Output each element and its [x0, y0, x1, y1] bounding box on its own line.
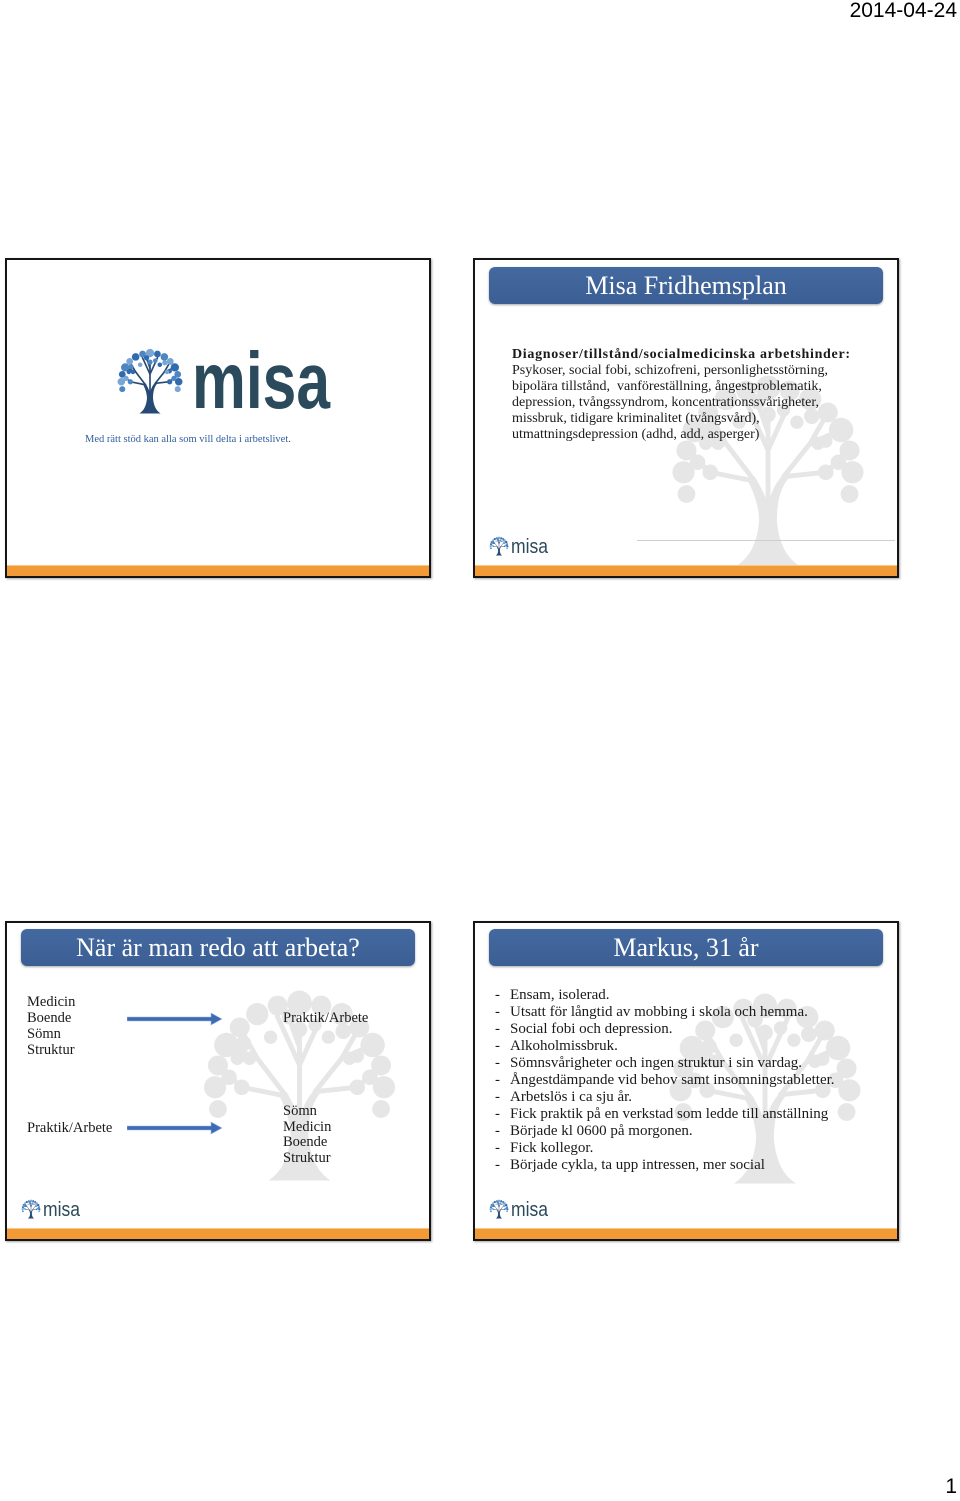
factor-item: Medicin — [283, 1118, 332, 1135]
list-item-text: Social fobi och depression. — [510, 1021, 673, 1037]
list-item — [495, 1038, 890, 1055]
list-item — [495, 1004, 890, 1021]
tagline: Med rätt stöd kan alla som vill delta i arbetslivet. — [85, 434, 291, 445]
list-item — [495, 1106, 890, 1123]
list-item — [495, 987, 890, 1004]
footer-logo — [20, 1198, 86, 1220]
bullet-marker: - — [495, 1021, 500, 1037]
bullet-marker: - — [495, 1140, 500, 1156]
diagnoses-line: utmattningsdepression (adhd, add, asperger) — [512, 427, 760, 442]
footer-logo — [488, 535, 554, 557]
outcome-group — [283, 1010, 368, 1026]
list-item-text: Alkoholmissbruk. — [510, 1038, 618, 1054]
slide-title: Misa Fridhemsplan — [489, 267, 883, 304]
bullet-marker: - — [495, 1072, 500, 1088]
slide-2-misa-fridhemsplan — [473, 258, 899, 578]
footer-logo — [488, 1198, 554, 1220]
diagnoses-line: depression, tvångssyndrom, koncentrationssvårigheter, — [512, 395, 819, 410]
factor-item: Struktur — [27, 1042, 75, 1058]
list-item — [495, 1123, 890, 1140]
divider-line — [637, 540, 895, 541]
arrow-right-icon — [127, 1121, 223, 1135]
factor-item: Boende — [283, 1134, 328, 1151]
list-item-text: Ångestdämpande vid behov samt insomningstabletter. — [510, 1072, 835, 1088]
factor-item: Medicin — [27, 994, 76, 1010]
list-item-text: Började kl 0600 på morgonen. — [510, 1123, 693, 1139]
misa-wordmark — [511, 1198, 553, 1220]
slide-footer-bar — [7, 1228, 429, 1239]
slide-footer-bar — [7, 565, 429, 576]
outcome-item: Praktik/Arbete — [27, 1120, 113, 1136]
misa-tree-logo-icon — [488, 1199, 510, 1219]
diagnoses-text — [512, 347, 872, 443]
bullet-marker: - — [495, 1106, 500, 1122]
list-item — [495, 1055, 890, 1072]
bullet-marker: - — [495, 1038, 500, 1054]
diagnoses-line: bipolära tillstånd, vanföreställning, ångestproblematik, — [512, 379, 822, 394]
misa-wordmark-text: misa — [43, 1199, 81, 1221]
diagnoses-line: missbruk, tidigare kriminalitet (tvångsvård), — [512, 411, 760, 426]
slide-1-title — [5, 258, 431, 578]
misa-wordmark-text: misa — [511, 536, 549, 558]
list-item — [495, 1072, 890, 1089]
list-item — [495, 1157, 890, 1174]
arrow-right-icon — [127, 1012, 223, 1026]
list-item-text: Fick kollegor. — [510, 1140, 594, 1156]
factors-group — [283, 1104, 331, 1167]
misa-wordmark — [43, 1198, 85, 1220]
slide-footer-bar — [475, 1228, 897, 1239]
print-date: 2014-04-24 — [849, 0, 957, 22]
slide-title: Markus, 31 år — [489, 929, 883, 966]
list-item — [495, 1140, 890, 1157]
factor-item: Struktur — [283, 1150, 331, 1167]
list-item — [495, 1021, 890, 1038]
factors-group — [27, 994, 75, 1058]
diagnoses-heading: Diagnoser/tillstånd/socialmedicinska arbetshinder: — [512, 347, 851, 362]
bullet-marker: - — [495, 1055, 500, 1071]
list-item-text: Fick praktik på en verkstad som ledde till anställning — [510, 1106, 829, 1122]
list-item-text: Ensam, isolerad. — [510, 987, 610, 1003]
misa-tree-logo-icon — [108, 347, 192, 415]
slide-footer-bar — [475, 565, 897, 576]
misa-wordmark — [511, 535, 553, 557]
list-item — [495, 1089, 890, 1106]
misa-wordmark — [188, 336, 338, 425]
bullet-marker: - — [495, 1004, 500, 1020]
bullet-marker: - — [495, 1123, 500, 1139]
misa-wordmark-text: misa — [511, 1199, 549, 1221]
page-number: 1 — [945, 1475, 957, 1498]
case-bullet-list — [495, 987, 890, 1174]
misa-tree-logo-icon — [20, 1199, 42, 1219]
list-item-text: Utsatt för långtid av mobbing i skola och hemma. — [510, 1004, 808, 1020]
factor-item: Sömn — [283, 1103, 317, 1119]
factor-item: Sömn — [27, 1026, 61, 1042]
bullet-marker: - — [495, 987, 500, 1003]
slide-3-ready-to-work — [5, 921, 431, 1241]
bullet-marker: - — [495, 1089, 500, 1105]
misa-tree-logo-icon — [488, 536, 510, 556]
outcome-group — [27, 1120, 112, 1136]
bullet-marker: - — [495, 1157, 500, 1173]
diagnoses-line: Psykoser, social fobi, schizofreni, personlighetsstörning, — [512, 363, 828, 378]
slide-title: När är man redo att arbeta? — [21, 929, 415, 966]
misa-wordmark-text: misa — [192, 336, 331, 425]
factor-item: Boende — [27, 1010, 72, 1026]
list-item-text: Började cykla, ta upp intressen, mer social — [510, 1157, 765, 1173]
slide-4-markus — [473, 921, 899, 1241]
list-item-text: Arbetslös i ca sju år. — [510, 1089, 633, 1105]
outcome-item: Praktik/Arbete — [283, 1010, 369, 1026]
list-item-text: Sömnsvårigheter och ingen struktur i sin vardag. — [510, 1055, 803, 1071]
